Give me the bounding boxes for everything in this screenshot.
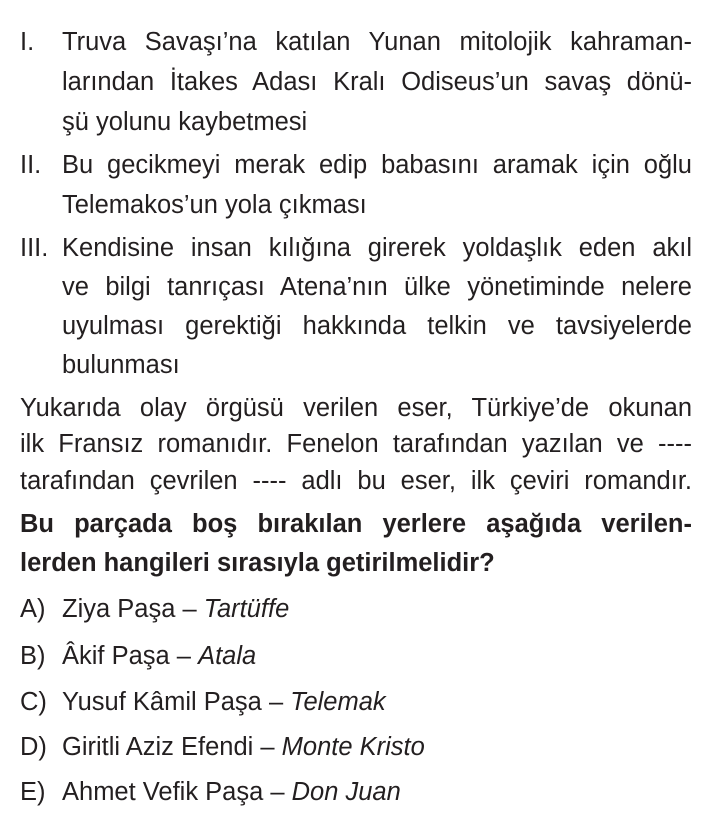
paragraph-line: Yukarıda olay örgüsü verilen eser, Türkiye’de okunan — [20, 394, 692, 422]
option-c[interactable] — [20, 687, 386, 717]
item-line: larından İtakes Adası Kralı Odiseus’un savaş dönü- — [62, 68, 692, 96]
option-letter: D) — [20, 733, 47, 761]
option-work: Telemak — [290, 688, 386, 716]
item-number: III. — [20, 234, 49, 262]
item-line: Bu gecikmeyi merak edip babasını aramak için oğlu — [62, 151, 692, 179]
option-person: Yusuf Kâmil Paşa – — [62, 688, 291, 716]
paragraph-line: tarafından çevrilen ---- adlı bu eser, ilk çeviri romandır. — [20, 467, 692, 495]
option-work: Don Juan — [291, 778, 401, 806]
option-person: Ziya Paşa – — [62, 595, 204, 623]
option-letter: C) — [20, 688, 47, 716]
question-line: lerden hangileri sırasıyla getirilmelidir? — [20, 549, 495, 577]
item-line: Kendisine insan kılığına girerek yoldaşlık eden akıl — [62, 234, 692, 262]
option-work: Monte Kristo — [281, 733, 425, 761]
option-letter: A) — [20, 595, 46, 623]
option-person: Giritli Aziz Efendi – — [62, 733, 282, 761]
item-line: ve bilgi tanrıçası Atena’nın ülke yönetiminde nelere — [62, 273, 692, 301]
option-person: Âkif Paşa – — [62, 642, 199, 670]
option-person: Ahmet Vefik Paşa – — [62, 778, 292, 806]
option-d[interactable] — [20, 732, 425, 762]
paragraph-line: ilk Fransız romanıdır. Fenelon tarafından yazılan ve ---- — [20, 430, 692, 458]
option-letter: E) — [20, 778, 46, 806]
item-line: uyulması gerektiği hakkında telkin ve tavsiyelerde — [62, 312, 692, 340]
question-line: Bu parçada boş bırakılan yerlere aşağıda verilen- — [20, 510, 692, 538]
option-letter: B) — [20, 642, 46, 670]
option-a[interactable] — [20, 594, 289, 624]
item-line: Telemakos’un yola çıkması — [62, 191, 367, 219]
option-b[interactable] — [20, 641, 256, 671]
item-number: I. — [20, 28, 35, 56]
item-line: şü yolunu kaybetmesi — [62, 108, 308, 136]
option-e[interactable] — [20, 777, 401, 807]
item-number: II. — [20, 151, 42, 179]
item-line: bulunması — [62, 351, 180, 379]
item-line: Truva Savaşı’na katılan Yunan mitolojik kahraman- — [62, 28, 692, 56]
option-work: Tartüffe — [203, 595, 290, 623]
option-work: Atala — [198, 642, 257, 670]
